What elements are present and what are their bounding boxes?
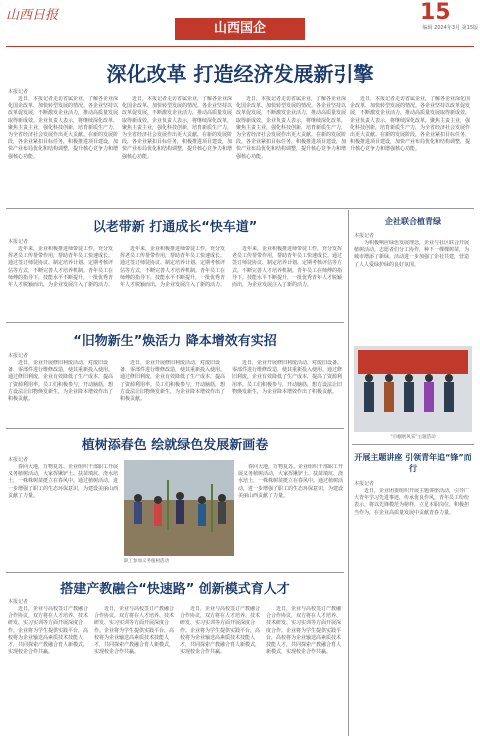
page-number: 15 <box>420 0 451 25</box>
story3-col-3: 近日，企业开展修旧利废活动，对废旧设备、零部件进行维修改造，使其重新投入使用。通过修旧利废，企业有效降低了生产成本，提高了资源利用率。员工们积极参与，开动脑筋，想方设法让旧物焕发新生，为企业降本增效作出了积极贡献。 <box>232 360 342 395</box>
divider <box>352 444 474 445</box>
paper-logo: 山西日报 <box>6 8 59 23</box>
sidebar2-text: 近日，企业团委组织开展主题讲座活动，引导广大青年学习先进事迹，传承优良作风。青年员工纷纷表示，将以先锋模范为榜样，立足本职岗位，积极担当作为，在企业高质量发展中贡献青春力量。 <box>354 488 470 516</box>
sidebar1-headline: 企社联合植青绿 <box>385 217 441 226</box>
story5-col-1: 近日，企业与高校签订产教融合合作协议，双方将在人才培养、技术研发、实习实训等方面开展深度合作。企业将为学生提供实践平台，高校将为企业输送高素质技术技能人才，共同探索产教融合育人新模式，实现校企合作共赢。 <box>8 606 89 656</box>
divider <box>6 428 344 429</box>
sidebar2-byline: 本报记者 <box>354 481 375 487</box>
story4-col-1: 春回大地，万物复苏。企业组织干部职工开展义务植树活动，大家挥锹铲土、扶苗填坑、浇水培土，一株株树苗挺立在春风中。通过植树活动，进一步增强了职工的生态环保意识，为建设美丽山西贡献了力量。 <box>8 464 119 499</box>
story2-col-2: 近年来，企业积极推进师带徒工作，充分发挥老员工传帮带作用，帮助青年员工快速成长。通过签订师徒协议、制定培养计划、定期考核评估等方式，不断完善人才培养机制。青年员工在师傅的指导下，技能水平不断提升，一批优秀青年人才脱颖而出，为企业发展注入了新的活力。 <box>120 246 226 289</box>
lead-col-1: 近日，本报记者走访省属企业，了解各企业深化国企改革、加快转型发展的情况。各企业坚持以改革促发展，不断激发企业活力，推动高质量发展取得新成效。企业负责人表示，将继续深化改革，聚焦主责主业，强化科技创新，培育新质生产力，为全省经济社会发展作出更大贡献。在新的发展阶段，各企业紧扣目标任务，积极推进项目建设，加快产业布局优化和结构调整，提升核心竞争力和增强核心功能。 <box>8 96 118 160</box>
sidebar1-text: 为积极响应绿色发展理念，企业与社区联合开展植树活动。志愿者们分工协作，种下一棵棵树苗，为城市增添了新绿。活动进一步加强了企社共建，营造了人人爱绿护绿的良好氛围。 <box>354 240 470 268</box>
divider <box>6 322 344 323</box>
story4-byline: 本报记者 <box>8 457 29 463</box>
page-info: 编辑 2024年3月 第15版 <box>422 25 478 31</box>
header-rule <box>6 46 474 47</box>
masthead <box>0 0 480 46</box>
story3-col-2: 近日，企业开展修旧利废活动，对废旧设备、零部件进行维修改造，使其重新投入使用。通过修旧利废，企业有效降低了生产成本，提高了资源利用率。员工们积极参与，开动脑筋，想方设法让旧物焕发新生，为企业降本增效作出了积极贡献。 <box>120 360 226 403</box>
sidebar-photo-caption: “巾帼展风采”主题活动 <box>390 435 436 440</box>
story5-col-3: 近日，企业与高校签订产教融合合作协议，双方将在人才培养、技术研发、实习实训等方面开展深度合作。企业将为学生提供实践平台，高校将为企业输送高素质技术技能人才，共同探索产教融合育人新模式，实现校企合作共赢。 <box>180 606 261 656</box>
lead-col-2: 近日，本报记者走访省属企业，了解各企业深化国企改革、加快转型发展的情况。各企业坚持以改革促发展，不断激发企业活力，推动高质量发展取得新成效。企业负责人表示，将继续深化改革，聚焦主责主业，强化科技创新，培育新质生产力，为全省经济社会发展作出更大贡献。在新的发展阶段，各企业紧扣目标任务，积极推进项目建设，加快产业布局优化和结构调整，提升核心竞争力和增强核心功能。 <box>122 96 232 160</box>
sidebar1-byline: 本报记者 <box>354 233 375 239</box>
story5-col-4: 近日，企业与高校签订产教融合合作协议，双方将在人才培养、技术研发、实习实训等方面开展深度合作。企业将为学生提供实践平台，高校将为企业输送高素质技术技能人才，共同探索产教融合育人新模式，实现校企合作共赢。 <box>266 606 342 656</box>
lead-col-4: 近日，本报记者走访省属企业，了解各企业深化国企改革、加快转型发展的情况。各企业坚持以改革促发展，不断激发企业活力，推动高质量发展取得新成效。企业负责人表示，将继续深化改革，聚焦主责主业，强化科技创新，培育新质生产力，为全省经济社会发展作出更大贡献。在新的发展阶段，各企业紧扣目标任务，积极推进项目建设，加快产业布局优化和结构调整，提升核心竞争力和增强核心功能。 <box>350 96 471 153</box>
story3-headline: “旧物新生”焕活力 降本增效有实招 <box>73 334 277 349</box>
story5-col-2: 近日，企业与高校签订产教融合合作协议，双方将在人才培养、技术研发、实习实训等方面开展深度合作。企业将为学生提供实践平台，高校将为企业输送高素质技术技能人才，共同探索产教融合育人新模式，实现校企合作共赢。 <box>94 606 175 656</box>
story2-col-3: 近年来，企业积极推进师带徒工作，充分发挥老员工传帮带作用，帮助青年员工快速成长。通过签订师徒协议、制定培养计划、定期考核评估等方式，不断完善人才培养机制。青年员工在师傅的指导下，技能水平不断提升，一批优秀青年人才脱颖而出，为企业发展注入了新的活力。 <box>232 246 342 289</box>
story5-byline: 本报记者 <box>8 599 29 605</box>
lead-headline: 深化改革 打造经济发展新引擎 <box>106 62 374 86</box>
tree-planting-photo <box>124 460 234 556</box>
lead-byline: 本报记者 <box>8 89 29 95</box>
sidebar2-headline: 开展主题讲座 引领青年追“锋”而行 <box>354 453 472 473</box>
story2-col-1: 近年来，企业积极推进师带徒工作，充分发挥老员工传帮带作用，帮助青年员工快速成长。通过签订师徒协议、制定培养计划、定期考核评估等方式，不断完善人才培养机制。青年员工在师傅的指导下，技能水平不断提升，一批优秀青年人才脱颖而出，为企业发展注入了新的活力。 <box>8 246 114 289</box>
column-divider <box>348 210 349 736</box>
photo-illustration <box>354 346 472 432</box>
photo-illustration <box>124 460 234 556</box>
story2-byline: 本报记者 <box>8 239 29 245</box>
story5-headline: 搭建产教融合“快速路” 创新模式育人才 <box>60 582 290 597</box>
story3-byline: 本报记者 <box>8 353 29 359</box>
section-banner: 山西国企 <box>175 18 305 40</box>
divider <box>6 208 474 209</box>
story4-headline: 植树添春色 绘就绿色发展新画卷 <box>81 438 269 453</box>
divider <box>6 572 344 573</box>
story4-col-2: 春回大地，万物复苏。企业组织干部职工开展义务植树活动，大家挥锹铲土、扶苗填坑、浇水培土，一株株树苗挺立在春风中。通过植树活动，进一步增强了职工的生态环保意识，为建设美丽山西贡献了力量。 <box>238 464 344 499</box>
lead-col-3: 近日，本报记者走访省属企业，了解各企业深化国企改革、加快转型发展的情况。各企业坚持以改革促发展，不断激发企业活力，推动高质量发展取得新成效。企业负责人表示，将继续深化改革，聚焦主责主业，强化科技创新，培育新质生产力，为全省经济社会发展作出更大贡献。在新的发展阶段，各企业紧扣目标任务，积极推进项目建设，加快产业布局优化和结构调整，提升核心竞争力和增强核心功能。 <box>236 96 346 160</box>
story3-col-1: 近日，企业开展修旧利废活动，对废旧设备、零部件进行维修改造，使其重新投入使用。通过修旧利废，企业有效降低了生产成本，提高了资源利用率。员工们积极参与，开动脑筋，想方设法让旧物焕发新生，为企业降本增效作出了积极贡献。 <box>8 360 114 403</box>
photo-caption: 职工参加义务植树活动 <box>124 559 169 564</box>
sidebar-photo <box>354 346 472 432</box>
story2-headline: 以老带新 打通成长“快车道” <box>92 220 258 235</box>
